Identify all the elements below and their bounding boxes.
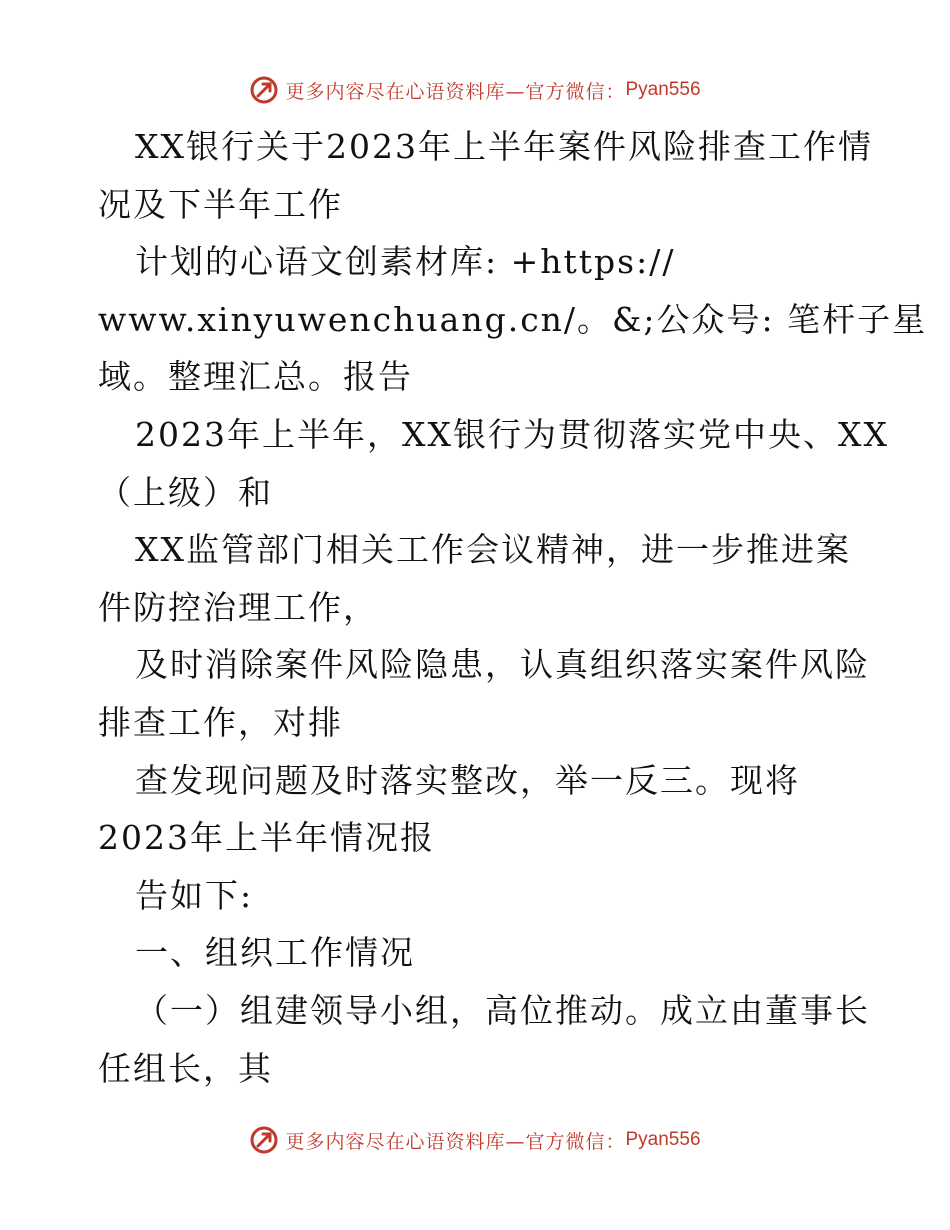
header-wechat-id: Pyan556 <box>625 79 701 100</box>
text-line: 况及下半年工作 <box>98 184 343 224</box>
text-line: （一）组建领导小组，高位推动。成立由董事长 <box>135 990 870 1030</box>
text-line: 2023年上半年情况报 <box>98 818 435 858</box>
text-line: 查发现问题及时落实整改，举一反三。现将 <box>135 760 800 800</box>
text-line: 件防控治理工作， <box>98 587 378 627</box>
text-line: 计划的心语文创素材库: +https:// <box>135 242 676 282</box>
text-line: 2023年上半年，XX银行为贯彻落实党中央、XX <box>135 414 889 454</box>
footer-banner <box>0 1122 950 1158</box>
text-line: 告如下: <box>135 875 254 915</box>
header-banner <box>0 72 950 108</box>
text-line: 域。整理汇总。报告 <box>98 357 413 397</box>
text-line: 任组长，其 <box>98 1048 273 1088</box>
footer-banner-text: 更多内容尽在心语资料库—官方微信： <box>285 1130 626 1153</box>
text-line: 排查工作，对排 <box>98 702 343 742</box>
text-line: （上级）和 <box>98 472 273 512</box>
document-body <box>98 118 928 1097</box>
logo-icon <box>249 75 279 105</box>
text-line: 及时消除案件风险隐患，认真组织落实案件风险 <box>135 645 870 685</box>
header-banner-text: 更多内容尽在心语资料库—官方微信： <box>285 80 626 103</box>
footer-wechat-id: Pyan556 <box>625 1129 701 1150</box>
text-line: www.xinyuwenchuang.cn/。&;公众号: 笔杆子星 <box>98 299 928 339</box>
text-line: 一、组织工作情况 <box>135 933 415 973</box>
text-line: XX监管部门相关工作会议精神，进一步推进案 <box>135 530 851 570</box>
text-line: XX银行关于2023年上半年案件风险排查工作情 <box>135 127 873 166</box>
logo-icon <box>249 1125 279 1155</box>
